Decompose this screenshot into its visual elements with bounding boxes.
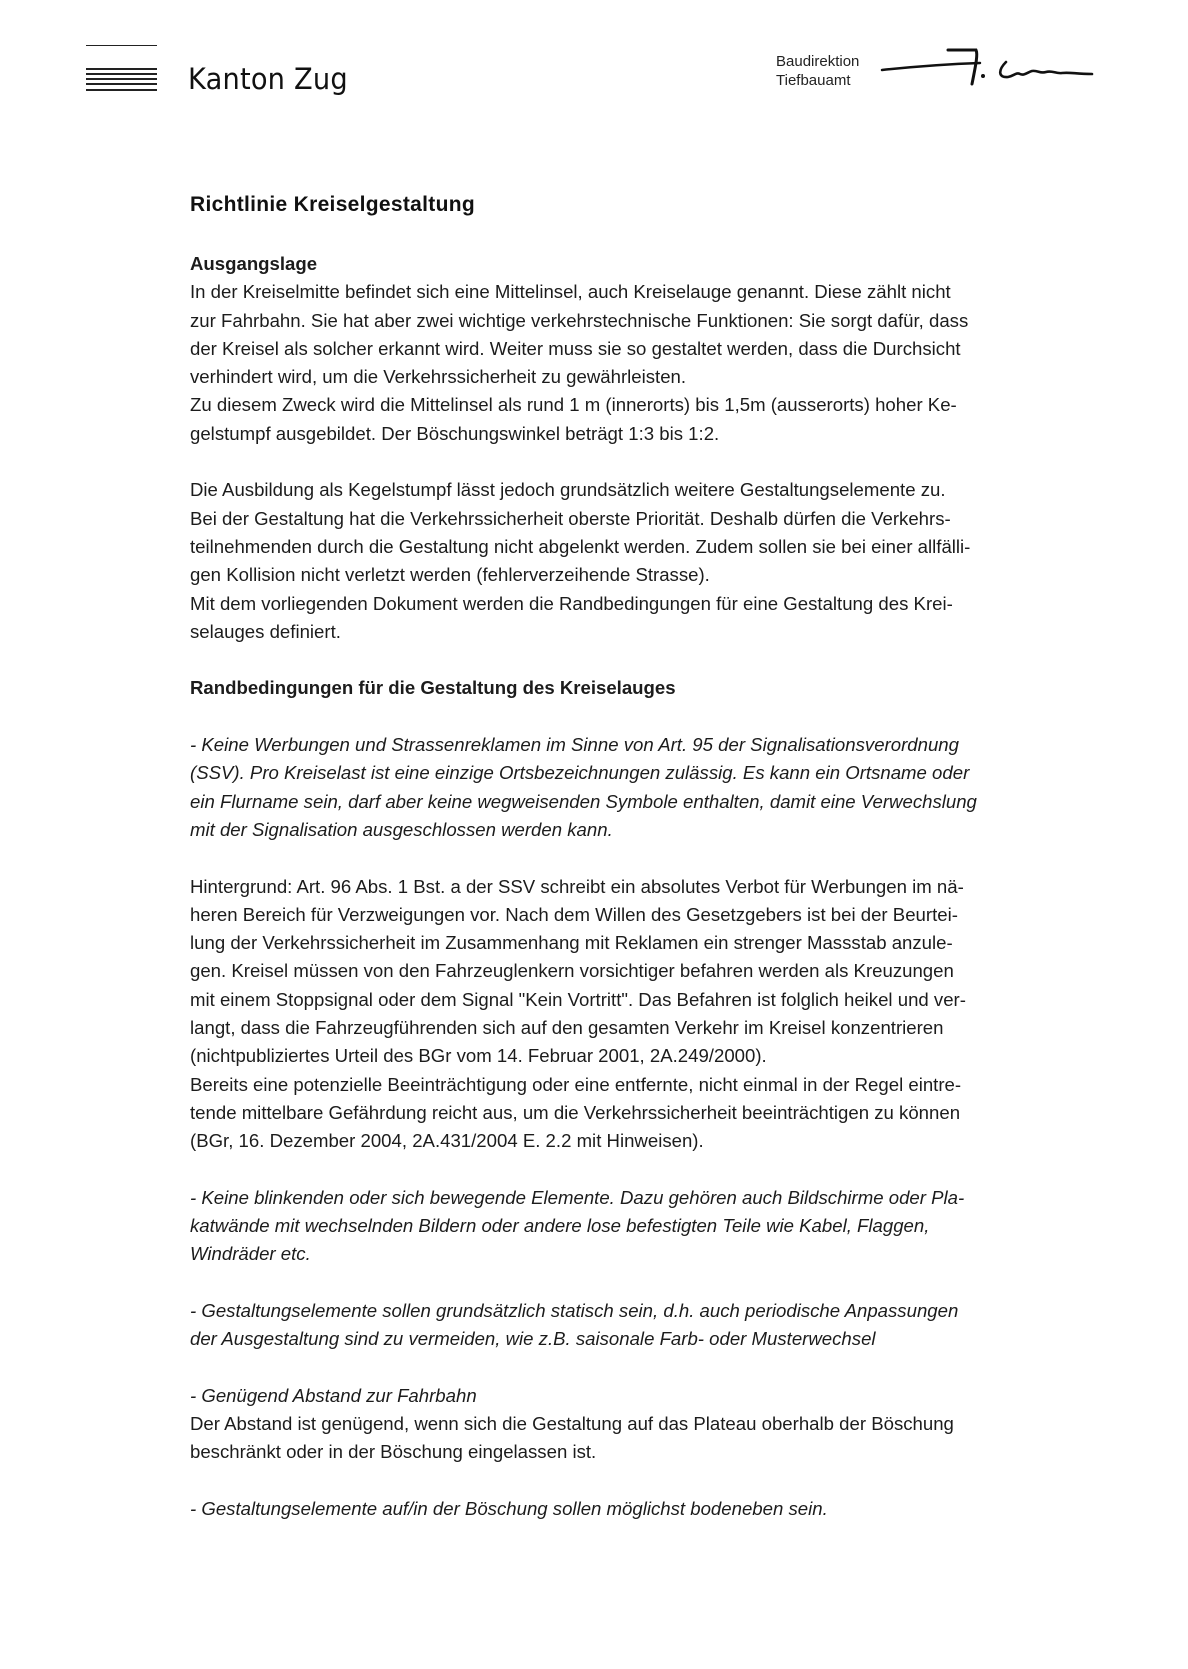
spacer: [190, 448, 1110, 476]
paragraph-design-principles: [190, 476, 1110, 646]
rule-distance-to-road: [190, 1382, 1110, 1467]
text-line: Der Abstand ist genügend, wenn sich die Gestaltung auf das Plateau oberhalb der Böschung: [190, 1413, 954, 1435]
office-name: Tiefbauamt: [776, 72, 851, 89]
text-line: (nichtpubliziertes Urteil des BGr vom 14. Februar 2001, 2A.249/2000).: [190, 1045, 767, 1067]
text-line: heren Bereich für Verzweigungen vor. Nach dem Willen des Gesetzgebers ist bei der Beurtei-: [190, 903, 958, 925]
text-line: langt, dass die Fahrzeugführenden sich auf den gesamten Verkehr im Kreisel konzentrieren: [190, 1017, 944, 1039]
rule-no-advertising: [190, 731, 1110, 844]
text-line: - Keine blinkenden oder sich bewegende Elemente. Dazu gehören auch Bildschirme oder Pla-: [190, 1186, 965, 1208]
text-line: mit der Signalisation ausgeschlossen werden kann.: [190, 818, 613, 840]
text-line: der Kreisel als solcher erkannt wird. Weiter muss sie so gestaltet werden, dass die Durchsicht: [190, 337, 961, 359]
text-line: Die Ausbildung als Kegelstumpf lässt jedoch grundsätzlich weitere Gestaltungselemente zu.: [190, 479, 946, 501]
spacer: [190, 844, 1110, 872]
text-line: ein Flurname sein, darf aber keine wegweisenden Symbole enthalten, damit eine Verwechslung: [190, 790, 977, 812]
text-line: selauges definiert.: [190, 620, 341, 642]
text-line: Mit dem vorliegenden Dokument werden die Randbedingungen für eine Gestaltung des Krei-: [190, 592, 953, 614]
text-line: tende mittelbare Gefährdung reicht aus, um die Verkehrssicherheit beeinträchtigen zu können: [190, 1101, 961, 1123]
section-heading-randbedingungen: Randbedingungen für die Gestaltung des Kreiselauges: [190, 677, 676, 699]
text-line: - Genügend Abstand zur Fahrbahn: [190, 1384, 477, 1406]
text-line: mit einem Stoppsignal oder dem Signal "Kein Vortritt". Das Befahren ist folglich heikel und ver-: [190, 988, 966, 1010]
document-body: [190, 250, 1110, 1523]
text-line: Bereits eine potenzielle Beeinträchtigung oder eine entfernte, nicht einmal in der Regel eintre-: [190, 1073, 962, 1095]
spacer: [190, 1467, 1110, 1495]
text-line: In der Kreiselmitte befindet sich eine Mittelinsel, auch Kreiselauge genannt. Diese zählt nicht: [190, 281, 951, 303]
text-line: gen Kollision nicht verletzt werden (fehlerverzeihende Strasse).: [190, 564, 710, 586]
text-line: Bei der Gestaltung hat die Verkehrssicherheit oberste Priorität. Deshalb dürfen die Verkehrs-: [190, 507, 951, 529]
text-line: gen. Kreisel müssen von den Fahrzeuglenkern vorsichtiger befahren werden als Kreuzungen: [190, 960, 954, 982]
spacer: [190, 1156, 1110, 1184]
signature-icon: [880, 44, 1105, 92]
department-block: [776, 52, 859, 90]
spacer: [190, 646, 1110, 674]
text-line: lung der Verkehrssicherheit im Zusammenhang mit Reklamen ein strenger Massstab anzule-: [190, 932, 953, 954]
text-line: - Gestaltungselemente auf/in der Böschung sollen möglichst bodeneben sein.: [190, 1498, 828, 1520]
text-line: beschränkt oder in der Böschung eingelassen ist.: [190, 1441, 597, 1463]
text-line: (SSV). Pro Kreiselast ist eine einzige Ortsbezeichnungen zulässig. Es kann ein Ortsname oder: [190, 762, 970, 784]
text-line: zur Fahrbahn. Sie hat aber zwei wichtige verkehrstechnische Funktionen: Sie sorgt dafür, dass: [190, 309, 969, 331]
organization-name: Kanton Zug: [188, 62, 348, 96]
rule-no-moving-elements: [190, 1184, 1110, 1269]
text-line: Windräder etc.: [190, 1243, 311, 1265]
kanton-zug-logo-icon: [86, 44, 157, 94]
text-line: Hintergrund: Art. 96 Abs. 1 Bst. a der SSV schreibt ein absolutes Verbot für Werbungen im nä-: [190, 875, 964, 897]
text-line: gelstumpf ausgebildet. Der Böschungswinkel beträgt 1:3 bis 1:2.: [190, 422, 720, 444]
paragraph-background: [190, 873, 1110, 1156]
department-name: Baudirektion: [776, 53, 860, 70]
text-line: verhindert wird, um die Verkehrssicherheit zu gewährleisten.: [190, 366, 687, 388]
text-line: der Ausgestaltung sind zu vermeiden, wie z.B. saisonale Farb- oder Musterwechsel: [190, 1328, 876, 1350]
text-line: Zu diesem Zweck wird die Mittelinsel als rund 1 m (innerorts) bis 1,5m (ausserorts) hoher Ke-: [190, 394, 957, 416]
text-line: katwände mit wechselnden Bildern oder andere lose befestigten Teile wie Kabel, Flaggen,: [190, 1215, 930, 1237]
text-line: teilnehmenden durch die Gestaltung nicht abgelenkt werden. Zudem sollen sie bei einer allfälli-: [190, 535, 971, 557]
spacer: [190, 1269, 1110, 1297]
spacer: [190, 703, 1110, 731]
rule-static-elements: [190, 1297, 1110, 1354]
text-line: (BGr, 16. Dezember 2004, 2A.431/2004 E. 2.2 mit Hinweisen).: [190, 1130, 704, 1152]
section-heading-ausgangslage: Ausgangslage: [190, 253, 318, 274]
rule-ground-level: [190, 1495, 1110, 1523]
document-title: Richtlinie Kreiselgestaltung: [190, 193, 475, 216]
paragraph-intro: [190, 278, 1110, 448]
text-line: - Gestaltungselemente sollen grundsätzlich statisch sein, d.h. auch periodische Anpassungen: [190, 1299, 959, 1321]
spacer: [190, 1354, 1110, 1382]
text-line: - Keine Werbungen und Strassenreklamen im Sinne von Art. 95 der Signalisationsverordnung: [190, 734, 959, 756]
